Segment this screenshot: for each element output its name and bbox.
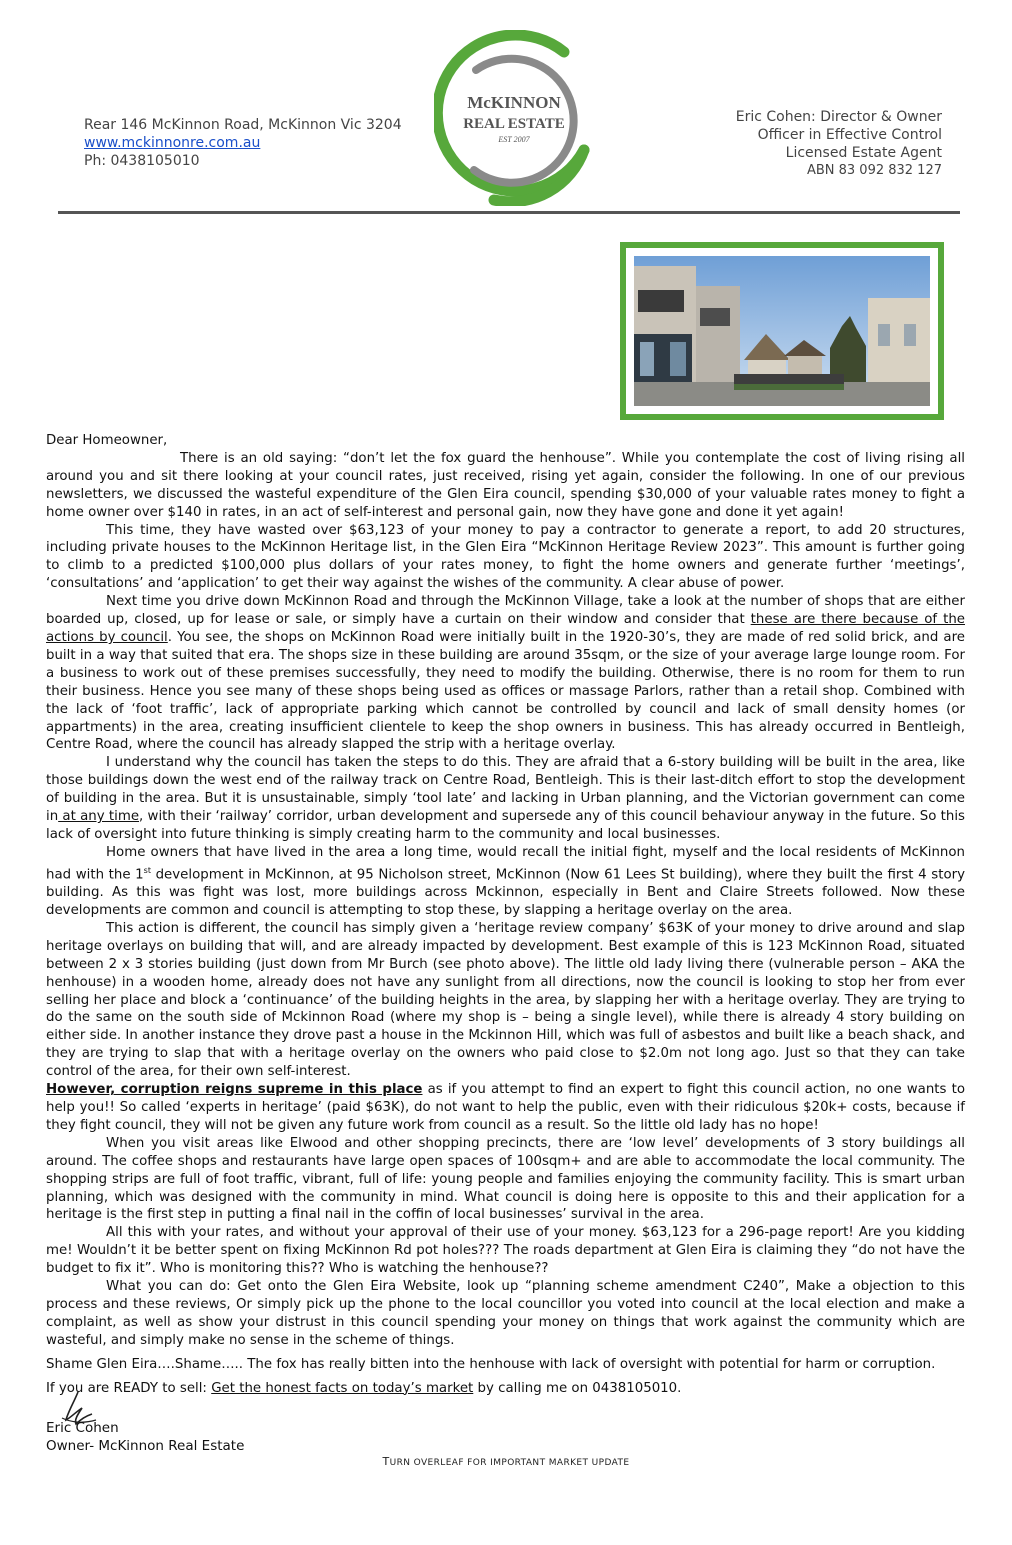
paragraph: This time, they have wasted over $63,123 of your money to pay a contractor to generate a report, to add 20 structures, including private houses to the McKinnon Heritage list, in the Glen Eira “McKinnon Heritage Review 2023”. This amount is further going to climb to a predicted $100,000 plus dollars of your rates money, to fight the home owners and generate further ‘meetings’, ‘consultations’ and ‘application’ to get their way against the wishes of the community. A clear abuse of power. [46,522,965,592]
agent-details [736,108,942,180]
agent-line: Licensed Estate Agent [785,145,942,161]
paragraph: Home owners that have lived in the area a long time, would recall the initial fight, myself and the local residents of McKinnon had with the 1st development in McKinnon, at 95 Nicholson street, McKinnon (Now 61 Lees St building), where they built the first 4 story building. As this was fight was lost, more buildings across Mckinnon, especially in Bent and Claire Streets followed. Now these developments are common and council is attempting to stop these, by slapping a heritage overlay on the area. [46,844,965,918]
underlined-text: these are there because of the actions by council [46,612,965,645]
paragraph: All this with your rates, and without your approval of their use of your money. $63,123 for a 296-page report! Are you kidding me! Wouldn’t it be better spent on fixing McKinnon Rd pot holes??? The roads department at Glen Eira is claiming they “do not have the budget to fix it”. Who is monitoring this?? Who is watching the henhouse?? [46,1225,965,1277]
street-photo [634,256,930,406]
bold-underlined-text: However, corruption reigns supreme in this place [46,1082,423,1098]
cta-link-text[interactable]: Get the honest facts on today’s market [211,1380,474,1396]
salutation: Dear Homeowner, [46,433,168,448]
paragraph: This action is different, the council has simply given a ‘heritage review company’ $63K of your money to drive around and slap heritage overlays on building that will, and are already impacted by development. Best example of this is 123 McKinnon Road, situated between 2 x 3 stories building (just down from Mr Burch (see photo above). The little old lady living there (vulnerable person – AKA the henhouse) in a wooden home, already does not have any sunlight from all directions, now the council is looking to stop her from ever selling her place and block a ‘continuance’ of the building heights in the area, by slapping her with a heritage overlay. They are trying to do the same on the south side of Mckinnon Road (where my shop is – being a single level), while there is already 4 story building on either side. In another instance they drove past a house in the Mckinnon Hill, which was full of asbestos and built like a beach shack, and they are trying to slap that with a heritage overlay on the owners who paid close to $2.0m not long ago. Just so that they can take control of the area, for their own self-interest. [46,920,965,1080]
agent-line: Officer in Effective Control [757,127,942,143]
signer-title: Owner- McKinnon Real Estate [46,1438,245,1454]
office-address-block [84,116,402,170]
paragraph: What you can do: Get onto the Glen Eira Website, look up “planning scheme amendment C240”, Make a objection to this process and these reviews, Or simply pick up the phone to the local councillor you voted into council at the local election and make a complaint, as well as show your distrust in this council spending your money on things that work against the community which are wasteful, and simply make no sense in the scheme of things. [46,1279,965,1348]
letter-body [46,432,965,1397]
paragraph: When you visit areas like Elwood and other shopping precincts, there are ‘low level’ developments of 3 story buildings all around. The coffee shops and restaurants have large open spaces of 100sqm+ and are able to accommodate the local community. The shopping strips are full of foot traffic, vibrant, full of life: young people and families enjoying the community facility. This is smart urban planning, which was designed with the community in mind. What council is doing here is opposite to this and their application for a heritage is the first step in putting a final nail in the coffin of local businesses’ survival in the area. [46,1135,965,1223]
signature-block [46,1419,244,1455]
footer-note: TURN OVERLEAF FOR IMPORTANT MARKET UPDATE [382,1455,630,1468]
agent-line: Eric Cohen: Director & Owner [735,109,942,125]
underlined-text: at any time [58,809,140,825]
header-divider [58,211,960,214]
logo-est: EST 2007 [498,135,530,144]
paragraph: I understand why the council has taken the steps to do this. They are afraid that a 6-story building will be built in the area, like those buildings down the west end of the railway track on Centre Road, Bentleigh. This is their last-ditch effort to stop the development of building in the area. But it is unsustainable, simply ‘tool late’ and lacking in Urban planning, and the Victorian government can come in at any time, with their ‘railway’ corridor, urban development and supersede any of this council behaviour anyway in the future. So this lack of oversight into future thinking is simply creating harm to the community and local businesses. [46,755,965,842]
mckinnon-logo [434,30,604,206]
logo-subtitle: REAL ESTATE [463,116,565,132]
logo-name: McKINNON [467,93,561,112]
call-to-action: If you are READY to sell: Get the honest facts on today’s market by calling me on 0438105010. [46,1380,682,1396]
office-phone: Ph: 0438105010 [84,153,200,169]
paragraph: There is an old saying: “don’t let the fox guard the henhouse”. While you contemplate the cost of living rising all around you and sit there looking at your council rates, just received, rising yet again, consider the following. In one of our previous newsletters, we discussed the wasteful expenditure of the Glen Eira council, spending $30,000 of your valuable rates money to fight a home owner over $140 in rates, in an act of self-interest and personal gain, now they have gone and done it yet again! [46,450,965,520]
signer-name: Eric Cohen [46,1420,119,1436]
closing-statement: Shame Glen Eira….Shame….. The fox has really bitten into the henhouse with lack of oversight with potential for harm or corruption. [46,1356,936,1372]
website-link[interactable]: www.mckinnonre.com.au [84,135,261,151]
paragraph: Next time you drive down McKinnon Road and through the McKinnon Village, take a look at the number of shops that are either boarded up, closed, up for lease or sale, or simply have a curtain on their window and consider that these are there because of the actions by council. You see, the shops on McKinnon Road were initially built in the 1920-30’s, they are made of red solid brick, and are built in a way that suited that era. The shops size in these building are around 35sqm, or the size of your average large lounge room. For a business to work out of these premises successfully, they need to modify the building. Otherwise, there is no room for them to run their business. Hence you see many of these shops being used as offices or massage Parlors, rather than a retail shop. Combined with the lack of ‘foot traffic’, lack of appropriate parking which cannot be controlled by council and lack of small density homes (or appartments) in the area, creating insufficient clientele to keep the shop owners in business. This has already occurred in Bentleigh, Centre Road, where the council has already slapped the strip with a heritage overlay. [46,594,965,753]
street-photo-frame [620,242,944,420]
office-address: Rear 146 McKinnon Road, McKinnon Vic 3204 [84,117,402,133]
paragraph: However, corruption reigns supreme in this place as if you attempt to find an expert to fight this council action, no one wants to help you!! So called ‘experts in heritage’ (paid $63K), do not want to help the public, even with their ridiculous $20k+ costs, because if they fight council, they will not be given any future work from council as a result. So the little old lady has no hope! [46,1082,966,1133]
agent-abn: ABN 83 092 832 127 [806,163,942,178]
